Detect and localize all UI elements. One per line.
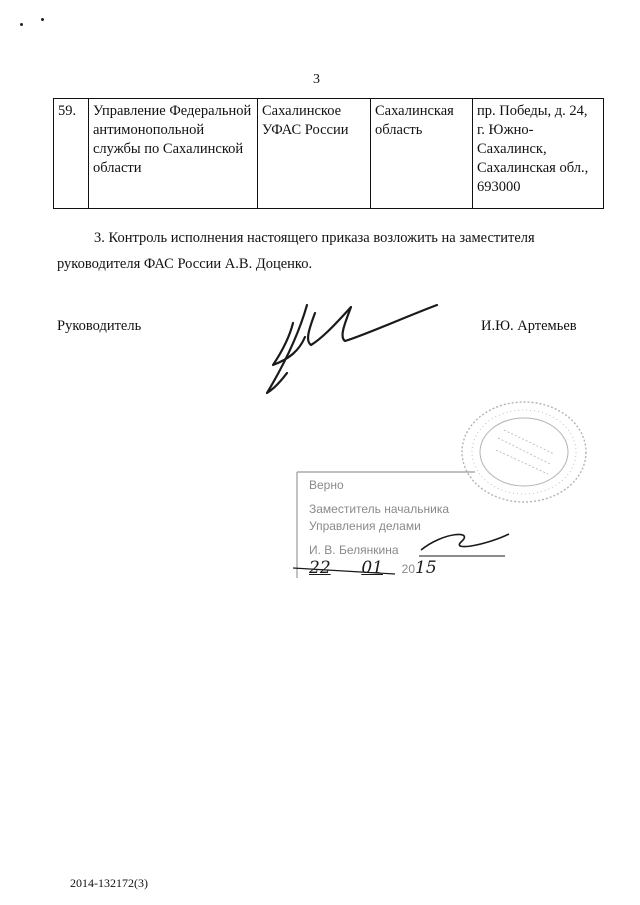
stamp-date-month: 01 (361, 558, 383, 578)
office-address: пр. Победы, д. 24, г. Южно-Сахалинск, Сахалинская обл., 693000 (473, 99, 604, 209)
stamp-person: И. В. Белянкина (309, 543, 399, 557)
page-number: 3 (313, 72, 320, 87)
office-region: Сахалинская область (371, 99, 473, 209)
stamp-position-line-1: Заместитель начальника (309, 502, 450, 516)
office-short-name: Сахалинское УФАС России (258, 99, 371, 209)
row-number: 59. (54, 99, 89, 209)
offices-table (53, 98, 604, 209)
paragraph-line-1: 3. Контроль исполнения настоящего приказа возложить на заместителя (94, 230, 535, 246)
stamp-verno: Верно (309, 478, 344, 492)
office-name: Управление Федеральной антимонопольной службы по Сахалинской области (89, 99, 258, 209)
certification-stamp (293, 470, 523, 582)
scan-dot (20, 23, 23, 26)
document-code: 2014-132172(3) (70, 876, 148, 890)
paragraph-line-2: руководителя ФАС России А.В. Доценко. (57, 256, 313, 272)
handwritten-signature (255, 293, 445, 403)
stamp-date-year-suffix: 15 (415, 558, 437, 578)
signatory-name: И.Ю. Артемьев (481, 318, 577, 334)
stamp-date-year-prefix: 20 (401, 562, 416, 576)
stamp-date (309, 558, 437, 578)
table-row (54, 99, 604, 209)
stamp-position-line-2: Управления делами (309, 519, 421, 533)
stamp-date-day: 22 (309, 558, 331, 578)
scan-dot (41, 18, 44, 21)
signature-label: Руководитель (57, 318, 142, 334)
